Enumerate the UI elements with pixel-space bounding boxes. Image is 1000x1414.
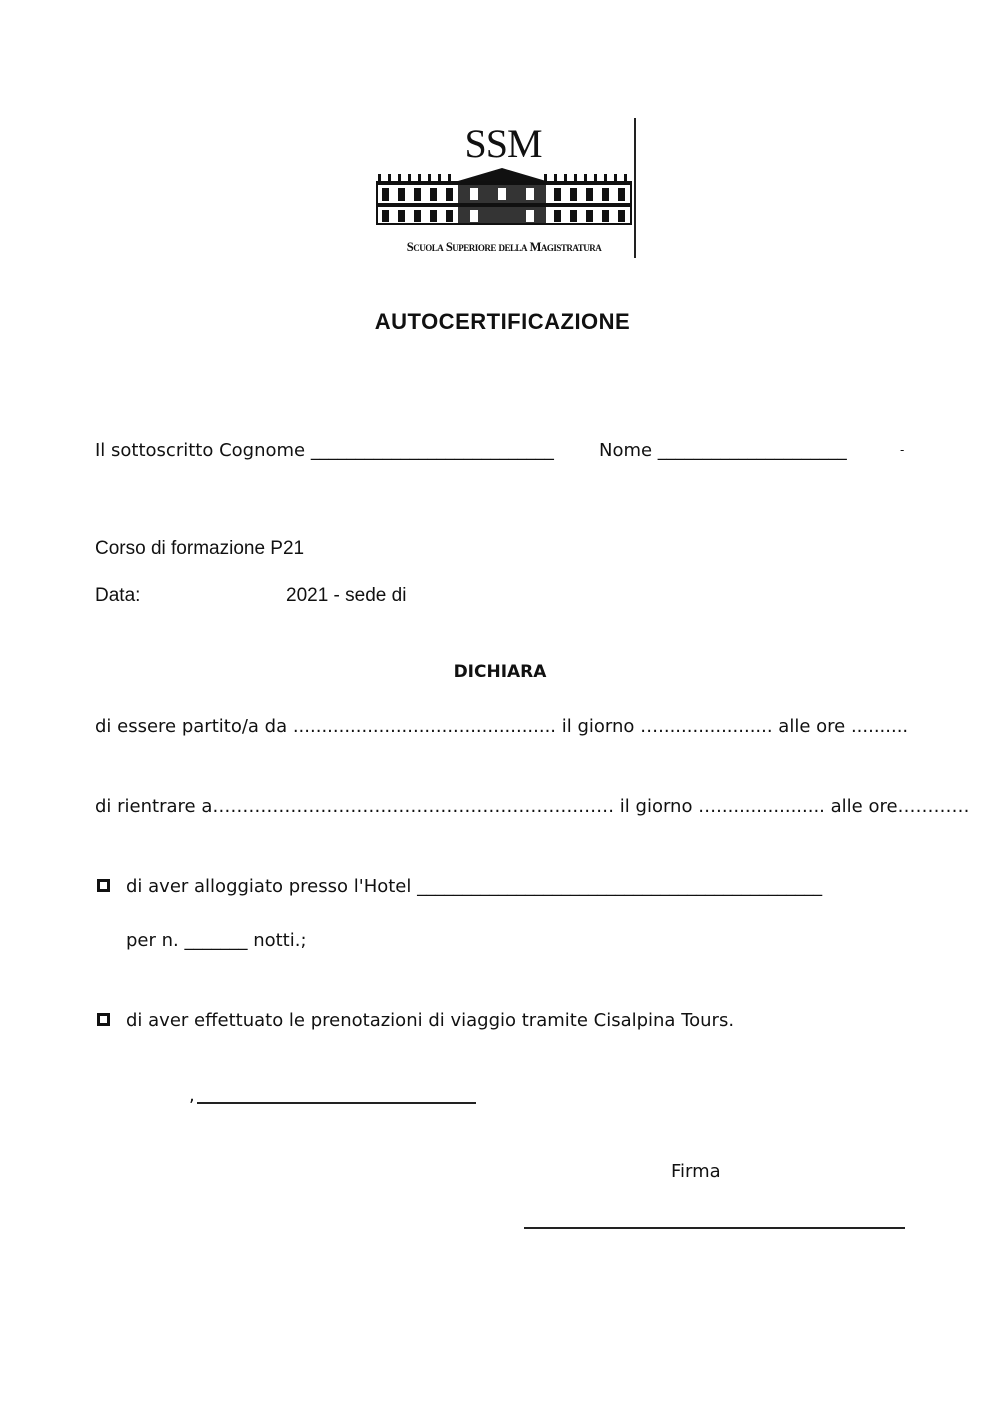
departure-line[interactable]: di essere partito/a da .............................................. il giorno ….................... alle ore .......... xyxy=(95,716,909,737)
logo-acronym: SSM xyxy=(464,121,542,166)
signature-line[interactable] xyxy=(524,1227,905,1229)
hotel-option[interactable]: di aver alloggiato presso l'Hotel _____________________________________________ xyxy=(126,876,823,897)
declaration-heading: DICHIARA xyxy=(453,662,547,682)
travel-checkbox[interactable] xyxy=(97,1013,110,1026)
nights-field[interactable]: per n. _______ notti.; xyxy=(126,930,307,951)
signature-label: Firma xyxy=(671,1161,721,1182)
logo-divider xyxy=(634,118,636,258)
name-field[interactable]: Nome _____________________ xyxy=(599,440,847,461)
trailing-mark: - xyxy=(900,443,905,457)
hotel-checkbox[interactable] xyxy=(97,879,110,892)
document-title: AUTOCERTIFICAZIONE xyxy=(374,309,631,334)
travel-option[interactable]: di aver effettuato le prenotazioni di viaggio tramite Cisalpina Tours. xyxy=(126,1010,735,1031)
logo-caption: Scuola Superiore della Magistratura xyxy=(406,240,602,254)
building-icon xyxy=(374,168,634,240)
surname-field[interactable]: Il sottoscritto Cognome ___________________________ xyxy=(95,440,554,461)
place-date-line[interactable] xyxy=(197,1102,476,1104)
course-label: Corso di formazione P21 xyxy=(95,538,305,559)
place-date-comma: , xyxy=(189,1085,195,1106)
date-value[interactable]: 2021 - sede di xyxy=(286,585,407,606)
ssm-logo xyxy=(374,118,636,260)
date-label: Data: xyxy=(95,585,141,606)
return-line[interactable]: di rientrare a…………………………………………………….…… il giorno …................... alle ore………… xyxy=(95,796,970,817)
